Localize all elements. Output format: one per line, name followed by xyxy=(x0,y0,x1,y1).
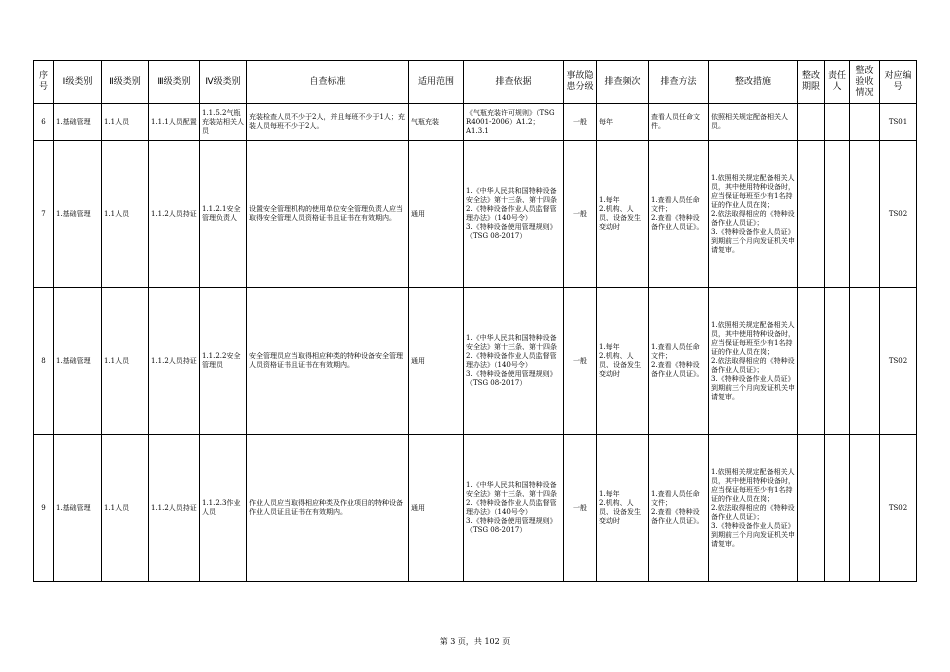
rectification-measure: 1.依照相关规定配备相关人员，其中使用特种设备时，应当保证每班至少有1名持证的作业人员在岗； 2.依法取得相应的《特种设备作业人员证》； 3.《特种设备作业人员证》到期前三个月向发证机关申请复审。 xyxy=(709,435,798,582)
column-header: 事故隐患分级 xyxy=(564,61,597,104)
level4-category: 1.1.2.1安全管理负责人 xyxy=(200,141,247,288)
column-header: Ⅱ级类别 xyxy=(102,61,149,104)
column-header: Ⅰ级类别 xyxy=(54,61,102,104)
hazard-level: 一般 xyxy=(564,141,597,288)
column-header: 排查方法 xyxy=(649,61,709,104)
responsible-person xyxy=(825,104,850,141)
column-header: Ⅳ级类别 xyxy=(200,61,247,104)
column-header: 对应编号 xyxy=(880,61,917,104)
responsible-person xyxy=(825,141,850,288)
table-row xyxy=(34,435,917,582)
level2-category: 1.1人员 xyxy=(102,435,149,582)
hazard-level: 一般 xyxy=(564,288,597,435)
column-header: 整改措施 xyxy=(709,61,798,104)
applicable-scope: 气瓶充装 xyxy=(409,104,464,141)
row-number: 6 xyxy=(34,104,54,141)
rectification-deadline xyxy=(798,288,825,435)
inspection-method: 1.查看人员任命文件； 2.查看《特种设备作业人员证》。 xyxy=(649,141,709,288)
level3-category: 1.1.2人员持证 xyxy=(149,288,200,435)
responsible-person xyxy=(825,435,850,582)
responsible-person xyxy=(825,288,850,435)
row-number: 7 xyxy=(34,141,54,288)
rectification-measure: 1.依照相关规定配备相关人员，其中使用特种设备时，应当保证每班至少有1名持证的作业人员在岗； 2.依法取得相应的《特种设备作业人员证》； 3.《特种设备作业人员证》到期前三个月向发证机关申请复审。 xyxy=(709,288,798,435)
column-header: 序号 xyxy=(34,61,54,104)
hazard-level: 一般 xyxy=(564,435,597,582)
level4-category: 1.1.5.2气瓶充装站相关人员 xyxy=(200,104,247,141)
reference-code: TS01 xyxy=(880,104,917,141)
rectification-measure: 依照相关规定配备相关人员。 xyxy=(709,104,798,141)
row-number: 9 xyxy=(34,435,54,582)
level1-category: 1.基础管理 xyxy=(54,141,102,288)
applicable-scope: 通用 xyxy=(409,141,464,288)
acceptance-status xyxy=(850,104,880,141)
self-check-standard: 充装检查人员不少于2人，并且每班不少于1人；充装人员每班不少于2人。 xyxy=(247,104,409,141)
column-header: 整改期限 xyxy=(798,61,825,104)
column-header: 自查标准 xyxy=(247,61,409,104)
inspection-method: 1.查看人员任命文件； 2.查看《特种设备作业人员证》。 xyxy=(649,288,709,435)
inspection-frequency: 1.每年 2.机构、人员、设备发生变动时 xyxy=(597,288,649,435)
level3-category: 1.1.2人员持证 xyxy=(149,435,200,582)
rectification-deadline xyxy=(798,435,825,582)
level3-category: 1.1.2人员持证 xyxy=(149,141,200,288)
level2-category: 1.1人员 xyxy=(102,141,149,288)
acceptance-status xyxy=(850,141,880,288)
table-row xyxy=(34,288,917,435)
inspection-basis: 1.《中华人民共和国特种设备安全法》第十三条、第十四条 2.《特种设备作业人员监督管理办法》（140号令） 3.《特种设备使用管理规则》（TSG 08-2017） xyxy=(464,141,564,288)
self-check-standard: 作业人员应当取得相应种类及作业项目的特种设备作业人员证且证书在有效期内。 xyxy=(247,435,409,582)
inspection-basis: 《气瓶充装许可规则》（TSG R4001-2006）A1.2；A1.3.1 xyxy=(464,104,564,141)
self-check-standard: 设置安全管理机构的使用单位安全管理负责人应当取得安全管理人员资格证书且证书在有效期内。 xyxy=(247,141,409,288)
level1-category: 1.基础管理 xyxy=(54,435,102,582)
rectification-deadline xyxy=(798,104,825,141)
column-header: Ⅲ级类别 xyxy=(149,61,200,104)
level4-category: 1.1.2.3作业人员 xyxy=(200,435,247,582)
level1-category: 1.基础管理 xyxy=(54,288,102,435)
column-header: 排查频次 xyxy=(597,61,649,104)
hazard-level: 一般 xyxy=(564,104,597,141)
inspection-basis: 1.《中华人民共和国特种设备安全法》第十三条、第十四条 2.《特种设备作业人员监督管理办法》（140号令） 3.《特种设备使用管理规则》（TSG 08-2017） xyxy=(464,288,564,435)
applicable-scope: 通用 xyxy=(409,435,464,582)
page-footer: 第 3 页，共 102 页 xyxy=(439,637,511,646)
level4-category: 1.1.2.2安全管理员 xyxy=(200,288,247,435)
reference-code: TS02 xyxy=(880,141,917,288)
level2-category: 1.1人员 xyxy=(102,104,149,141)
level2-category: 1.1人员 xyxy=(102,288,149,435)
applicable-scope: 通用 xyxy=(409,288,464,435)
inspection-basis: 1.《中华人民共和国特种设备安全法》第十三条、第十四条 2.《特种设备作业人员监督管理办法》（140号令） 3.《特种设备使用管理规则》（TSG 08-2017） xyxy=(464,435,564,582)
self-check-standard: 安全管理员应当取得相应种类的特种设备安全管理人员资格证书且证书在有效期内。 xyxy=(247,288,409,435)
level3-category: 1.1.1人员配置 xyxy=(149,104,200,141)
inspection-frequency: 1.每年 2.机构、人员、设备发生变动时 xyxy=(597,141,649,288)
row-number: 8 xyxy=(34,288,54,435)
column-header: 整改验收情况 xyxy=(850,61,880,104)
inspection-frequency: 1.每年 2.机构、人员、设备发生变动时 xyxy=(597,435,649,582)
rectification-measure: 1.依照相关规定配备相关人员，其中使用特种设备时，应当保证每班至少有1名持证的作业人员在岗； 2.依法取得相应的《特种设备作业人员证》； 3.《特种设备作业人员证》到期前三个月向发证机关申请复审。 xyxy=(709,141,798,288)
header-row xyxy=(34,61,917,104)
column-header: 排查依据 xyxy=(464,61,564,104)
inspection-frequency: 每年 xyxy=(597,104,649,141)
inspection-table xyxy=(33,60,917,582)
column-header: 适用范围 xyxy=(409,61,464,104)
table-row xyxy=(34,104,917,141)
table-row xyxy=(34,141,917,288)
column-header: 责任人 xyxy=(825,61,850,104)
level1-category: 1.基础管理 xyxy=(54,104,102,141)
table-body xyxy=(34,104,917,582)
rectification-deadline xyxy=(798,141,825,288)
reference-code: TS02 xyxy=(880,435,917,582)
reference-code: TS02 xyxy=(880,288,917,435)
acceptance-status xyxy=(850,435,880,582)
inspection-method: 1.查看人员任命文件； 2.查看《特种设备作业人员证》。 xyxy=(649,435,709,582)
acceptance-status xyxy=(850,288,880,435)
inspection-method: 查看人员任命文件。 xyxy=(649,104,709,141)
